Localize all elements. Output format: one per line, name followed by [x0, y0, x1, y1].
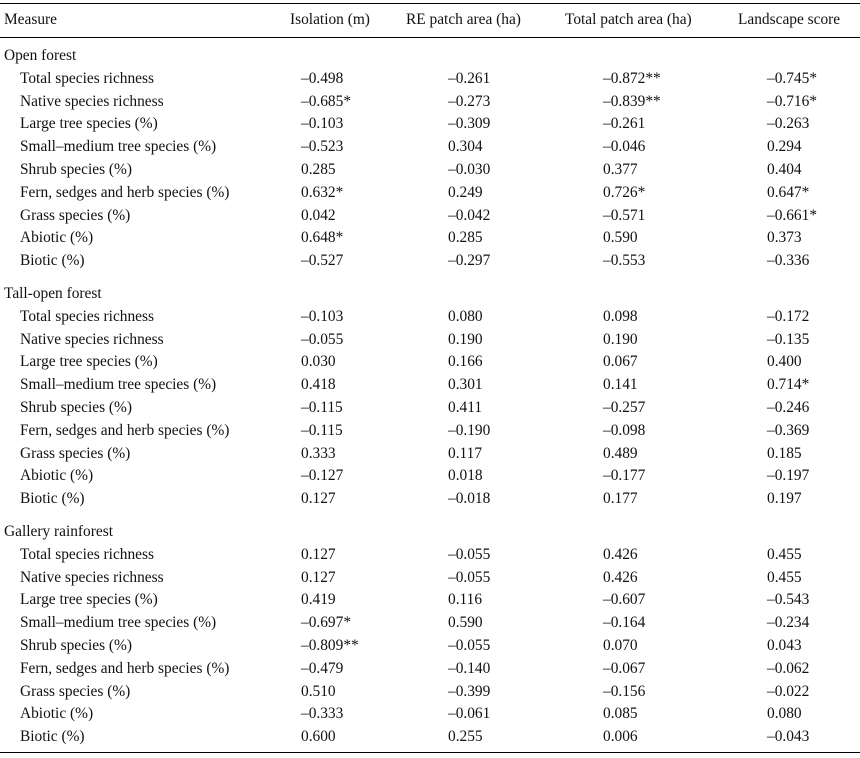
header-isolation: Isolation (m) — [290, 11, 370, 28]
isolation-value: 0.648* — [301, 229, 344, 247]
row-label: Biotic (%) — [20, 490, 85, 508]
group-heading-row — [0, 522, 860, 542]
landscape-score-value: 0.185 — [767, 444, 802, 462]
landscape-score-value: 0.647* — [767, 183, 810, 201]
re-patch-area-value: –0.030 — [448, 161, 491, 178]
re-patch-area-value: –0.018 — [448, 490, 491, 508]
isolation-value: 0.418 — [301, 376, 336, 394]
table-row — [0, 114, 860, 134]
isolation-value: –0.479 — [301, 659, 344, 677]
re-patch-area-value: –0.261 — [448, 69, 491, 87]
total-patch-area-value: –0.261 — [603, 115, 646, 133]
table-header-rule — [0, 37, 860, 38]
table-row — [0, 375, 860, 395]
isolation-value: –0.115 — [301, 399, 343, 416]
isolation-value: 0.333 — [301, 444, 336, 462]
isolation-value: –0.498 — [301, 69, 344, 87]
re-patch-area-value: 0.411 — [448, 399, 483, 416]
re-patch-area-value: 0.166 — [448, 353, 483, 371]
re-patch-area-value: 0.285 — [448, 229, 483, 247]
landscape-score-value: –0.661* — [767, 206, 818, 224]
table-row — [0, 69, 860, 89]
isolation-value: 0.285 — [301, 161, 336, 178]
isolation-value: 0.510 — [301, 682, 336, 700]
table-row — [0, 682, 860, 702]
total-patch-area-value: –0.553 — [603, 252, 646, 270]
row-label: Large tree species (%) — [20, 353, 158, 371]
re-patch-area-value: –0.061 — [448, 705, 491, 723]
isolation-value: –0.103 — [301, 115, 344, 133]
total-patch-area-value: –0.098 — [603, 421, 646, 439]
landscape-score-value: 0.455 — [767, 568, 802, 586]
landscape-score-value: –0.369 — [767, 421, 810, 439]
landscape-score-value: –0.336 — [767, 252, 810, 270]
isolation-value: –0.523 — [301, 138, 344, 156]
group-heading-row — [0, 46, 860, 66]
landscape-score-value: –0.043 — [767, 728, 810, 746]
total-patch-area-value: –0.257 — [603, 399, 646, 416]
table-row — [0, 659, 860, 679]
row-label: Total species richness — [20, 545, 154, 563]
re-patch-area-value: 0.117 — [448, 444, 483, 462]
table-row — [0, 92, 860, 112]
header-total-patch-area: Total patch area (ha) — [565, 11, 692, 28]
total-patch-area-value: 0.098 — [603, 307, 638, 325]
table-row — [0, 636, 860, 656]
isolation-value: 0.127 — [301, 490, 336, 508]
row-label: Shrub species (%) — [20, 637, 132, 654]
re-patch-area-value: –0.055 — [448, 568, 491, 586]
re-patch-area-value: –0.399 — [448, 682, 491, 700]
table-row — [0, 704, 860, 724]
total-patch-area-value: –0.067 — [603, 659, 646, 677]
header-landscape-score: Landscape score — [738, 11, 841, 28]
total-patch-area-value: –0.046 — [603, 138, 646, 156]
landscape-score-value: –0.172 — [767, 307, 810, 325]
table-bottom-rule — [0, 752, 860, 753]
row-label: Large tree species (%) — [20, 591, 158, 609]
group-heading-row — [0, 284, 860, 304]
isolation-value: –0.527 — [301, 252, 344, 270]
re-patch-area-value: –0.140 — [448, 659, 491, 677]
landscape-score-value: 0.404 — [767, 161, 802, 178]
row-label: Native species richness — [20, 568, 164, 586]
total-patch-area-value: 0.006 — [603, 728, 638, 746]
row-label: Abiotic (%) — [20, 705, 94, 723]
row-label: Fern, sedges and herb species (%) — [20, 659, 230, 677]
total-patch-area-value: 0.726* — [603, 183, 646, 201]
isolation-value: 0.600 — [301, 728, 336, 746]
row-label: Grass species (%) — [20, 206, 131, 224]
total-patch-area-value: 0.590 — [603, 229, 638, 247]
landscape-score-value: –0.716* — [767, 92, 818, 110]
table-row — [0, 137, 860, 157]
table-row — [0, 160, 860, 180]
table-row — [0, 590, 860, 610]
re-patch-area-value: –0.273 — [448, 92, 491, 110]
table-row — [0, 489, 860, 509]
table-row — [0, 444, 860, 464]
re-patch-area-value: 0.190 — [448, 330, 483, 348]
row-label: Shrub species (%) — [20, 399, 132, 416]
landscape-score-value: 0.080 — [767, 705, 802, 723]
group-heading: Tall-open forest — [4, 285, 102, 302]
landscape-score-value: 0.197 — [767, 490, 802, 508]
re-patch-area-value: –0.297 — [448, 252, 491, 270]
header-measure: Measure — [4, 11, 57, 28]
landscape-score-value: –0.197 — [767, 467, 810, 485]
row-label: Biotic (%) — [20, 728, 85, 746]
isolation-value: 0.419 — [301, 591, 336, 609]
re-patch-area-value: –0.055 — [448, 545, 491, 563]
total-patch-area-value: –0.839** — [603, 92, 661, 110]
table-row — [0, 398, 860, 418]
table-row — [0, 545, 860, 565]
group-heading: Open forest — [4, 47, 77, 64]
row-label: Large tree species (%) — [20, 115, 158, 133]
row-label: Small–medium tree species (%) — [20, 376, 217, 394]
isolation-value: 0.632* — [301, 183, 344, 201]
re-patch-area-value: 0.255 — [448, 728, 483, 746]
landscape-score-value: 0.400 — [767, 353, 802, 371]
landscape-score-value: –0.135 — [767, 330, 810, 348]
isolation-value: –0.055 — [301, 330, 344, 348]
total-patch-area-value: 0.190 — [603, 330, 638, 348]
isolation-value: 0.030 — [301, 353, 336, 371]
landscape-score-value: –0.263 — [767, 115, 810, 133]
total-patch-area-value: 0.177 — [603, 490, 638, 508]
table-row — [0, 466, 860, 486]
re-patch-area-value: 0.116 — [448, 591, 483, 609]
re-patch-area-value: –0.190 — [448, 421, 491, 439]
table-row — [0, 183, 860, 203]
landscape-score-value: 0.373 — [767, 229, 802, 247]
row-label: Native species richness — [20, 330, 164, 348]
landscape-score-value: –0.022 — [767, 682, 810, 700]
landscape-score-value: 0.294 — [767, 138, 802, 156]
total-patch-area-value: –0.571 — [603, 206, 646, 224]
row-label: Abiotic (%) — [20, 467, 94, 485]
table-row — [0, 568, 860, 588]
total-patch-area-value: 0.067 — [603, 353, 638, 371]
row-label: Fern, sedges and herb species (%) — [20, 421, 230, 439]
landscape-score-value: 0.043 — [767, 637, 802, 654]
row-label: Total species richness — [20, 307, 154, 325]
group-heading: Gallery rainforest — [4, 523, 113, 540]
table-row — [0, 613, 860, 633]
landscape-score-value: –0.543 — [767, 591, 810, 609]
re-patch-area-value: –0.042 — [448, 206, 491, 224]
re-patch-area-value: 0.301 — [448, 376, 483, 394]
isolation-value: –0.103 — [301, 307, 344, 325]
row-label: Total species richness — [20, 69, 154, 87]
row-label: Shrub species (%) — [20, 161, 132, 178]
re-patch-area-value: 0.590 — [448, 614, 483, 632]
landscape-score-value: 0.714* — [767, 376, 810, 394]
isolation-value: 0.127 — [301, 568, 336, 586]
total-patch-area-value: 0.489 — [603, 444, 638, 462]
total-patch-area-value: 0.141 — [603, 376, 638, 394]
total-patch-area-value: –0.177 — [603, 467, 646, 485]
isolation-value: –0.685* — [301, 92, 352, 110]
re-patch-area-value: 0.304 — [448, 138, 483, 156]
isolation-value: –0.697* — [301, 614, 352, 632]
landscape-score-value: –0.234 — [767, 614, 810, 632]
isolation-value: 0.042 — [301, 206, 336, 224]
table-header-row — [0, 10, 860, 30]
row-label: Abiotic (%) — [20, 229, 94, 247]
total-patch-area-value: 0.070 — [603, 637, 638, 654]
row-label: Fern, sedges and herb species (%) — [20, 183, 230, 201]
table-row — [0, 352, 860, 372]
header-re-patch-area: RE patch area (ha) — [406, 11, 521, 28]
row-label: Small–medium tree species (%) — [20, 138, 217, 156]
row-label: Biotic (%) — [20, 252, 85, 270]
table-top-rule — [0, 3, 860, 4]
total-patch-area-value: –0.607 — [603, 591, 646, 609]
isolation-value: –0.333 — [301, 705, 344, 723]
re-patch-area-value: 0.018 — [448, 467, 483, 485]
re-patch-area-value: 0.249 — [448, 183, 483, 201]
row-label: Small–medium tree species (%) — [20, 614, 217, 632]
row-label: Grass species (%) — [20, 444, 131, 462]
isolation-value: 0.127 — [301, 545, 336, 563]
total-patch-area-value: 0.426 — [603, 545, 638, 563]
isolation-value: –0.809** — [301, 637, 359, 654]
isolation-value: –0.115 — [301, 421, 343, 439]
table-row — [0, 307, 860, 327]
table-row — [0, 421, 860, 441]
re-patch-area-value: –0.055 — [448, 637, 491, 654]
re-patch-area-value: –0.309 — [448, 115, 491, 133]
row-label: Native species richness — [20, 92, 164, 110]
isolation-value: –0.127 — [301, 467, 344, 485]
total-patch-area-value: 0.426 — [603, 568, 638, 586]
row-label: Grass species (%) — [20, 682, 131, 700]
table-row — [0, 206, 860, 226]
table-row — [0, 228, 860, 248]
total-patch-area-value: –0.164 — [603, 614, 646, 632]
table-row — [0, 330, 860, 350]
total-patch-area-value: –0.872** — [603, 69, 661, 87]
total-patch-area-value: –0.156 — [603, 682, 646, 700]
re-patch-area-value: 0.080 — [448, 307, 483, 325]
table-row — [0, 727, 860, 747]
total-patch-area-value: 0.085 — [603, 705, 638, 723]
landscape-score-value: –0.745* — [767, 69, 818, 87]
landscape-score-value: 0.455 — [767, 545, 802, 563]
total-patch-area-value: 0.377 — [603, 161, 638, 178]
landscape-score-value: –0.246 — [767, 399, 810, 416]
table-row — [0, 251, 860, 271]
landscape-score-value: –0.062 — [767, 659, 810, 677]
